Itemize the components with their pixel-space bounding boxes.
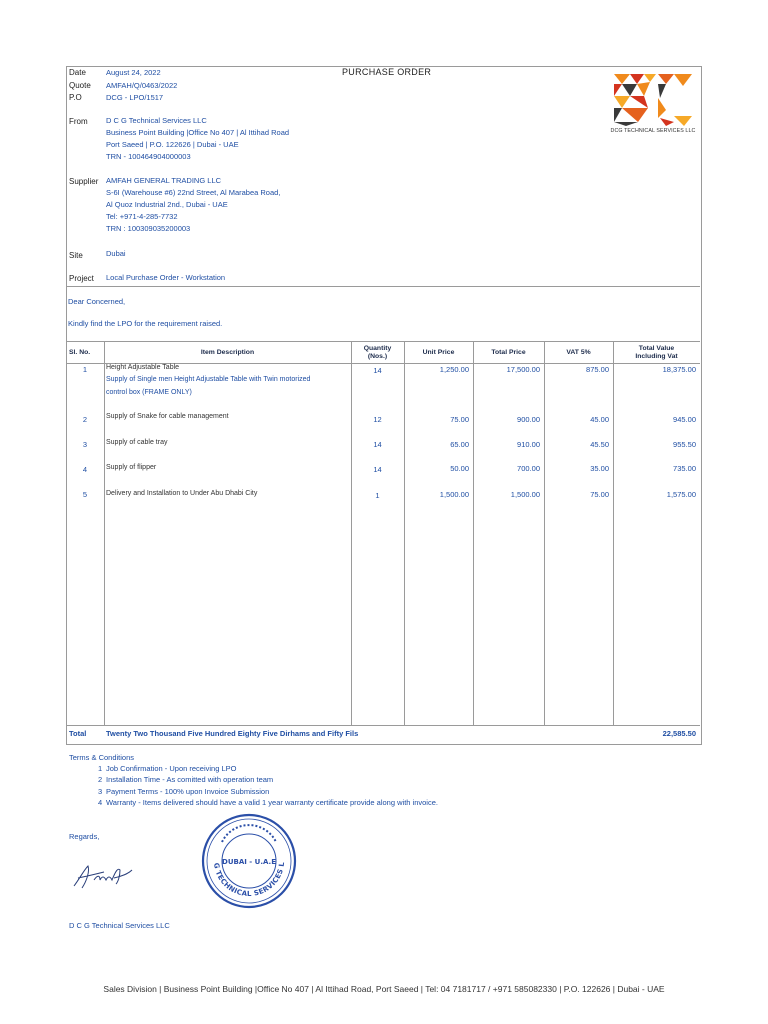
cell-vat: 45.50 [590,440,609,449]
cell-vat: 75.00 [590,490,609,499]
col-header-total-value-line2: Including Vat [635,353,678,360]
cell-description: Delivery and Installation to Under Abu Dhabi City [106,490,258,497]
cell-total-value: 735.00 [673,464,696,473]
table-total-line [66,725,700,726]
site-label: Site [69,251,83,260]
cell-total-price: 910.00 [517,440,540,449]
supplier-line: Tel: +971-4-285-7732 [106,212,178,221]
cell-unit-price: 50.00 [450,464,469,473]
greeting: Dear Concerned, [68,297,126,306]
svg-text:D C G TECHNICAL SERVICES L.L.C [200,812,286,898]
col-header-quantity [351,342,404,364]
cell-unit-price: 1,250.00 [439,365,469,374]
supplier-line: TRN : 100309035200003 [106,224,191,233]
cell-vat: 875.00 [586,365,609,374]
cell-description: control box (FRAME ONLY) [106,389,192,396]
po-label: P.O [69,93,82,102]
stamp-center-text: DUBAI - U.A.E [222,858,276,866]
company-logo [608,70,698,140]
col-divider [613,341,614,726]
total-in-words: Twenty Two Thousand Five Hundred Eighty Five Dirhams and Fifty Fils [106,729,359,738]
document-frame [66,66,702,745]
cell-total-price: 17,500.00 [506,365,540,374]
from-label: From [69,117,88,126]
cell-total-value: 18,375.00 [662,365,696,374]
stamp-ring-text: G TECHNICAL SERVICES L [211,861,287,899]
cell-description: Supply of flipper [106,464,157,471]
site-value: Dubai [106,249,126,258]
col-header-total-price: Total Price [491,349,526,356]
col-divider [473,341,474,726]
cell-total-price: 900.00 [517,415,540,424]
term-number: 2 [98,775,103,784]
stamp-icon [200,812,298,910]
cell-description: Height Adjustable Table [106,364,180,371]
term-number: 1 [98,764,103,773]
cell-unit-price: 1,500.00 [439,490,469,499]
po-value: DCG - LPO/1517 [106,93,164,102]
page-footer: Sales Division | Business Point Building |Office No 407 | Al Ittihad Road, Port Saeed | Tel: 04 7181717 / +971 585082330 | P.O. 122626 | Dubai - UAE [103,984,665,994]
signature-icon [70,858,134,894]
col-header-vat: VAT 5% [566,349,591,356]
col-header-description: Item Description [200,349,255,356]
intro-text: Kindly find the LPO for the requirement raised. [68,319,223,328]
term-text: Job Confirmation - Upon receiving LPO [106,764,237,773]
cell-description: Supply of Snake for cable management [106,413,229,420]
quote-value: AMFAH/Q/0463/2022 [106,81,178,90]
date-value: August 24, 2022 [106,68,161,77]
logo-caption: DCG TECHNICAL SERVICES LLC [610,128,696,134]
cell-total-price: 1,500.00 [510,490,540,499]
cell-sl: 4 [82,465,88,474]
col-header-quantity-line2: (Nos.) [367,353,388,360]
supplier-line: S-6I (Warehouse #6) 22nd Street, Al Marabea Road, [106,188,281,197]
cell-unit-price: 75.00 [450,415,469,424]
col-header-total-value-line1: Total Value [638,345,675,352]
cell-quantity: 14 [373,465,382,474]
cell-unit-price: 65.00 [450,440,469,449]
document-title: PURCHASE ORDER [342,67,432,77]
cell-quantity: 14 [373,366,382,375]
from-line: Business Point Building |Office No 407 | Al Ittihad Road [106,128,290,137]
term-text: Payment Terms - 100% upon Invoice Submission [106,787,270,796]
col-header-unit-price: Unit Price [422,349,455,356]
from-line: D C G Technical Services LLC [106,116,207,125]
cell-sl: 2 [82,415,88,424]
col-header-quantity-line1: Quantity [363,345,392,352]
col-divider [404,341,405,726]
term-number: 4 [98,798,103,807]
company-stamp [200,812,298,910]
term-text: Installation Time - As comitted with operation team [106,775,274,784]
cell-quantity: 1 [375,491,380,500]
from-line: Port Saeed | P.O. 122626 | Dubai - UAE [106,140,239,149]
divider-header [66,286,700,287]
terms-title: Terms & Conditions [69,753,135,762]
cell-total-price: 700.00 [517,464,540,473]
date-label: Date [69,68,86,77]
term-text: Warranty - Items delivered should have a valid 1 year warranty certificate provide along with invoice. [106,798,438,807]
grand-total-value: 22,585.50 [662,729,696,738]
col-divider [351,341,352,726]
supplier-line: AMFAH GENERAL TRADING LLC [106,176,222,185]
supplier-line: Al Quoz Industrial 2nd., Dubai - UAE [106,200,228,209]
from-line: TRN - 100464904000003 [106,152,191,161]
supplier-label: Supplier [69,177,99,186]
col-divider [104,341,105,726]
cell-sl: 1 [82,365,88,374]
total-label: Total [69,729,87,738]
signatory-name: D C G Technical Services LLC [69,921,170,930]
col-header-sl: Sl. No. [69,349,91,356]
regards-text: Regards, [69,832,100,841]
project-label: Project [69,274,94,283]
cell-sl: 5 [82,490,88,499]
cell-total-value: 955.50 [673,440,696,449]
cell-vat: 35.00 [590,464,609,473]
cell-total-value: 1,575.00 [666,490,696,499]
cell-vat: 45.00 [590,415,609,424]
term-number: 3 [98,787,103,796]
quote-label: Quote [69,81,91,90]
col-divider [544,341,545,726]
cell-quantity: 12 [373,415,382,424]
cell-description: Supply of Single men Height Adjustable Table with Twin motorized [106,376,311,383]
col-header-total-value [613,342,700,364]
cell-total-value: 945.00 [673,415,696,424]
cell-sl: 3 [82,440,88,449]
project-value: Local Purchase Order - Workstation [106,273,226,282]
cell-quantity: 14 [373,440,382,449]
cell-description: Supply of cable tray [106,439,168,446]
